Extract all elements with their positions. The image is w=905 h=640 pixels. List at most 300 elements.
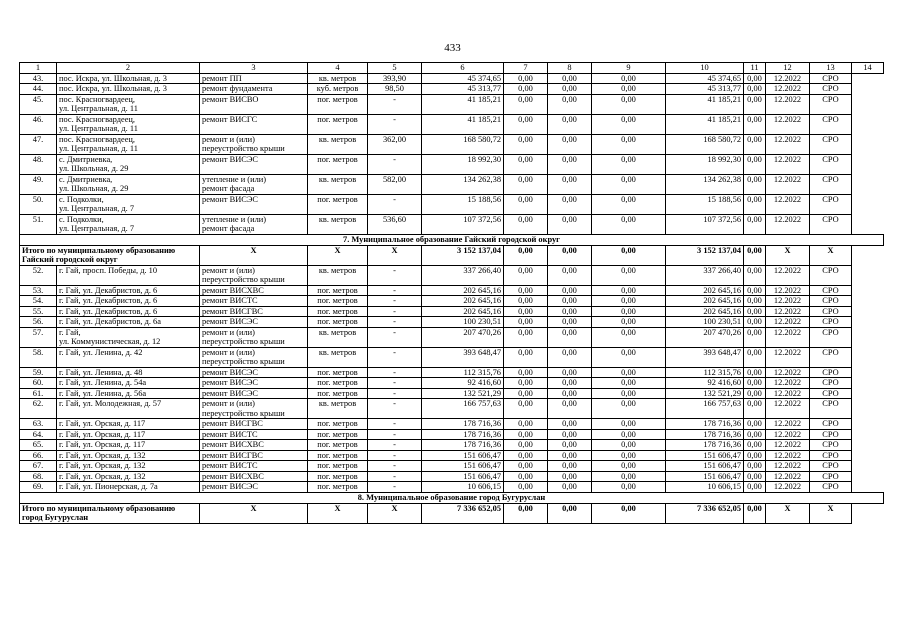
quantity-cell: 393,90 bbox=[368, 73, 422, 84]
row-number: 67. bbox=[20, 461, 57, 472]
unit-cell: пог. метров bbox=[308, 429, 368, 440]
value-c11: 41 185,21 bbox=[666, 114, 744, 134]
total-c3: X bbox=[200, 503, 308, 523]
value-c7: 202 645,16 bbox=[422, 285, 504, 296]
work-type-cell bbox=[200, 174, 308, 194]
value-c7: 166 757,63 bbox=[422, 399, 504, 419]
work-type-line: ремонт ВИСТС bbox=[202, 296, 258, 305]
column-header-7: 7 bbox=[504, 63, 548, 74]
column-header-8: 8 bbox=[548, 63, 592, 74]
value-c11: 166 757,63 bbox=[666, 399, 744, 419]
value-c11: 337 266,40 bbox=[666, 265, 744, 285]
work-type-line: ремонт ВИСТС bbox=[202, 429, 258, 439]
work-type-cell bbox=[200, 429, 308, 440]
row-number: 57. bbox=[20, 327, 57, 347]
value-c10: 0,00 bbox=[592, 73, 666, 84]
work-type-line: утепление и (или) bbox=[202, 174, 267, 184]
row-number: 69. bbox=[20, 482, 57, 493]
work-type-line: ремонт ВИСТС bbox=[202, 461, 258, 470]
value-c11: 178 716,36 bbox=[666, 429, 744, 440]
value-c13: 12.2022 bbox=[766, 317, 810, 328]
unit-cell: пог. метров bbox=[308, 388, 368, 399]
work-type-line: ремонт ВИСГВС bbox=[202, 450, 263, 460]
total-c10: 0,00 bbox=[592, 503, 666, 523]
total-row bbox=[20, 503, 884, 523]
table-row bbox=[20, 94, 884, 114]
address-cell bbox=[57, 378, 200, 389]
value-c8: 0,00 bbox=[504, 73, 548, 84]
value-c7: 337 266,40 bbox=[422, 265, 504, 285]
value-c14: СРО bbox=[810, 73, 852, 84]
address-line: г. Гай, просп. Победы, д. 10 bbox=[59, 265, 158, 275]
value-c12: 0,00 bbox=[744, 440, 766, 451]
value-c7: 100 230,51 bbox=[422, 317, 504, 328]
column-header-2: 2 bbox=[57, 63, 200, 74]
address-line: с. Подколки, bbox=[59, 194, 104, 204]
quantity-cell: - bbox=[368, 388, 422, 399]
value-c8: 0,00 bbox=[504, 471, 548, 482]
work-type-cell bbox=[200, 73, 308, 84]
total-label: Итого по муниципальному образованию город Бугуруслан bbox=[20, 503, 200, 523]
column-header-10: 10 bbox=[666, 63, 744, 74]
value-c13: 12.2022 bbox=[766, 347, 810, 367]
value-c9: 0,00 bbox=[548, 265, 592, 285]
value-c14: СРО bbox=[810, 194, 852, 214]
value-c11: 151 606,47 bbox=[666, 461, 744, 472]
work-type-cell bbox=[200, 388, 308, 399]
address-line: пос. Искра, ул. Школьная, д. 3 bbox=[59, 73, 167, 83]
work-type-cell bbox=[200, 461, 308, 472]
work-type-line: ремонт ВИСХВС bbox=[202, 440, 264, 449]
quantity-cell: - bbox=[368, 194, 422, 214]
quantity-cell: 98,50 bbox=[368, 84, 422, 95]
quantity-cell: - bbox=[368, 94, 422, 114]
value-c12: 0,00 bbox=[744, 194, 766, 214]
work-type-line: ремонт ВИСХВС bbox=[202, 285, 264, 295]
value-c11: 168 580,72 bbox=[666, 134, 744, 154]
value-c9: 0,00 bbox=[548, 440, 592, 451]
value-c14: СРО bbox=[810, 306, 852, 317]
address-cell bbox=[57, 461, 200, 472]
quantity-cell: - bbox=[368, 429, 422, 440]
value-c14: СРО bbox=[810, 296, 852, 307]
table-row bbox=[20, 154, 884, 174]
work-type-line: утепление и (или) bbox=[202, 214, 267, 224]
row-number: 66. bbox=[20, 450, 57, 461]
column-header-3: 3 bbox=[200, 63, 308, 74]
value-c9: 0,00 bbox=[548, 450, 592, 461]
value-c12: 0,00 bbox=[744, 471, 766, 482]
total-c9: 0,00 bbox=[548, 503, 592, 523]
value-c10: 0,00 bbox=[592, 296, 666, 307]
value-c13: 12.2022 bbox=[766, 367, 810, 378]
quantity-cell: 362,00 bbox=[368, 134, 422, 154]
value-c11: 202 645,16 bbox=[666, 306, 744, 317]
work-type-cell bbox=[200, 482, 308, 493]
value-c8: 0,00 bbox=[504, 327, 548, 347]
value-c9: 0,00 bbox=[548, 296, 592, 307]
row-number: 46. bbox=[20, 114, 57, 134]
address-line: с. Дмитриевка, bbox=[59, 154, 113, 164]
value-c7: 393 648,47 bbox=[422, 347, 504, 367]
value-c7: 45 374,65 bbox=[422, 73, 504, 84]
value-c12: 0,00 bbox=[744, 296, 766, 307]
value-c8: 0,00 bbox=[504, 461, 548, 472]
value-c10: 0,00 bbox=[592, 84, 666, 95]
value-c14: СРО bbox=[810, 285, 852, 296]
value-c7: 134 262,38 bbox=[422, 174, 504, 194]
address-line: г. Гай, ул. Орская, д. 117 bbox=[59, 419, 146, 428]
value-c13: 12.2022 bbox=[766, 296, 810, 307]
value-c7: 178 716,36 bbox=[422, 419, 504, 430]
value-c14: СРО bbox=[810, 317, 852, 328]
address-cell bbox=[57, 327, 200, 347]
total-c12: 0,00 bbox=[744, 245, 766, 265]
unit-cell: пог. метров bbox=[308, 378, 368, 389]
value-c14: СРО bbox=[810, 265, 852, 285]
page-number: 433 bbox=[444, 42, 461, 54]
total-c14: X bbox=[810, 503, 852, 523]
work-type-line: ремонт ВИСВО bbox=[202, 94, 259, 104]
row-number: 52. bbox=[20, 265, 57, 285]
row-number: 60. bbox=[20, 378, 57, 389]
address-line: г. Гай, ул. Орская, д. 132 bbox=[59, 450, 146, 460]
value-c7: 41 185,21 bbox=[422, 114, 504, 134]
table-row bbox=[20, 399, 884, 419]
value-c12: 0,00 bbox=[744, 114, 766, 134]
value-c14: СРО bbox=[810, 399, 852, 419]
row-number: 59. bbox=[20, 367, 57, 378]
value-c11: 132 521,29 bbox=[666, 388, 744, 399]
address-line: г. Гай, ул. Декабристов, д. 6 bbox=[59, 306, 158, 316]
address-cell bbox=[57, 419, 200, 430]
work-type-line: ремонт ВИСГС bbox=[202, 114, 258, 124]
value-c11: 202 645,16 bbox=[666, 285, 744, 296]
value-c9: 0,00 bbox=[548, 194, 592, 214]
unit-cell: пог. метров bbox=[308, 471, 368, 482]
value-c14: СРО bbox=[810, 419, 852, 430]
value-c10: 0,00 bbox=[592, 378, 666, 389]
address-cell bbox=[57, 367, 200, 378]
address-cell bbox=[57, 134, 200, 154]
value-c8: 0,00 bbox=[504, 419, 548, 430]
work-type-cell bbox=[200, 114, 308, 134]
address-cell bbox=[57, 347, 200, 367]
address-line: ул. Школьная, д. 29 bbox=[59, 164, 129, 173]
address-cell bbox=[57, 399, 200, 419]
value-c12: 0,00 bbox=[744, 378, 766, 389]
work-type-line: ремонт ВИСЭС bbox=[202, 378, 258, 387]
address-cell bbox=[57, 73, 200, 84]
value-c13: 12.2022 bbox=[766, 84, 810, 95]
value-c8: 0,00 bbox=[504, 440, 548, 451]
value-c9: 0,00 bbox=[548, 471, 592, 482]
work-type-cell bbox=[200, 84, 308, 95]
value-c9: 0,00 bbox=[548, 73, 592, 84]
value-c13: 12.2022 bbox=[766, 327, 810, 347]
work-type-cell bbox=[200, 296, 308, 307]
value-c12: 0,00 bbox=[744, 134, 766, 154]
unit-cell: кв. метров bbox=[308, 214, 368, 234]
column-header-1: 1 bbox=[20, 63, 57, 74]
value-c12: 0,00 bbox=[744, 429, 766, 440]
value-c10: 0,00 bbox=[592, 327, 666, 347]
value-c10: 0,00 bbox=[592, 347, 666, 367]
work-type-line: ремонт фасада bbox=[202, 224, 255, 233]
value-c11: 178 716,36 bbox=[666, 440, 744, 451]
quantity-cell: - bbox=[368, 347, 422, 367]
value-c7: 202 645,16 bbox=[422, 296, 504, 307]
value-c14: СРО bbox=[810, 461, 852, 472]
value-c7: 45 313,77 bbox=[422, 84, 504, 95]
work-type-line: переустройство крыши bbox=[202, 275, 285, 284]
value-c11: 202 645,16 bbox=[666, 296, 744, 307]
quantity-cell: - bbox=[368, 399, 422, 419]
value-c9: 0,00 bbox=[548, 285, 592, 296]
value-c14: СРО bbox=[810, 94, 852, 114]
value-c10: 0,00 bbox=[592, 134, 666, 154]
address-line: пос. Красногвардеец, bbox=[59, 114, 136, 124]
unit-cell: пог. метров bbox=[308, 440, 368, 451]
work-type-line: ремонт ВИСГВС bbox=[202, 306, 263, 316]
total-c9: 0,00 bbox=[548, 245, 592, 265]
unit-cell: пог. метров bbox=[308, 450, 368, 461]
unit-cell: пог. метров bbox=[308, 317, 368, 328]
value-c13: 12.2022 bbox=[766, 285, 810, 296]
total-c5: X bbox=[368, 503, 422, 523]
total-c4: X bbox=[308, 503, 368, 523]
table-row bbox=[20, 471, 884, 482]
row-number: 43. bbox=[20, 73, 57, 84]
work-type-line: ремонт фундамента bbox=[202, 84, 273, 93]
value-c10: 0,00 bbox=[592, 440, 666, 451]
value-c11: 18 992,30 bbox=[666, 154, 744, 174]
unit-cell: пог. метров bbox=[308, 114, 368, 134]
value-c13: 12.2022 bbox=[766, 306, 810, 317]
row-number: 56. bbox=[20, 317, 57, 328]
value-c11: 178 716,36 bbox=[666, 419, 744, 430]
value-c11: 92 416,60 bbox=[666, 378, 744, 389]
value-c7: 202 645,16 bbox=[422, 306, 504, 317]
value-c9: 0,00 bbox=[548, 482, 592, 493]
value-c8: 0,00 bbox=[504, 94, 548, 114]
value-c10: 0,00 bbox=[592, 114, 666, 134]
table-row bbox=[20, 461, 884, 472]
unit-cell: кв. метров bbox=[308, 174, 368, 194]
value-c13: 12.2022 bbox=[766, 471, 810, 482]
address-line: г. Гай, ул. Орская, д. 117 bbox=[59, 429, 146, 439]
total-c12: 0,00 bbox=[744, 503, 766, 523]
quantity-cell: - bbox=[368, 471, 422, 482]
work-type-cell bbox=[200, 94, 308, 114]
work-type-line: ремонт и (или) bbox=[202, 399, 255, 408]
total-c13: X bbox=[766, 503, 810, 523]
quantity-cell: - bbox=[368, 461, 422, 472]
work-type-line: переустройство крыши bbox=[202, 337, 285, 346]
address-line: с. Подколки, bbox=[59, 214, 104, 224]
row-number: 48. bbox=[20, 154, 57, 174]
work-type-cell bbox=[200, 154, 308, 174]
value-c9: 0,00 bbox=[548, 378, 592, 389]
row-number: 64. bbox=[20, 429, 57, 440]
address-line: пос. Красногвардеец, bbox=[59, 94, 136, 104]
quantity-cell: - bbox=[368, 419, 422, 430]
value-c11: 151 606,47 bbox=[666, 450, 744, 461]
value-c12: 0,00 bbox=[744, 285, 766, 296]
column-header-14: 14 bbox=[852, 63, 884, 74]
table-row bbox=[20, 450, 884, 461]
value-c12: 0,00 bbox=[744, 419, 766, 430]
row-number: 63. bbox=[20, 419, 57, 430]
table-row bbox=[20, 174, 884, 194]
row-number: 54. bbox=[20, 296, 57, 307]
row-number: 55. bbox=[20, 306, 57, 317]
address-cell bbox=[57, 471, 200, 482]
quantity-cell: 582,00 bbox=[368, 174, 422, 194]
value-c14: СРО bbox=[810, 482, 852, 493]
table-row bbox=[20, 347, 884, 367]
value-c12: 0,00 bbox=[744, 265, 766, 285]
work-type-cell bbox=[200, 214, 308, 234]
value-c8: 0,00 bbox=[504, 154, 548, 174]
value-c10: 0,00 bbox=[592, 214, 666, 234]
table-row bbox=[20, 285, 884, 296]
value-c9: 0,00 bbox=[548, 134, 592, 154]
value-c11: 207 470,26 bbox=[666, 327, 744, 347]
unit-cell: кв. метров bbox=[308, 265, 368, 285]
work-type-line: ремонт ВИСЭС bbox=[202, 317, 258, 326]
value-c13: 12.2022 bbox=[766, 94, 810, 114]
value-c12: 0,00 bbox=[744, 450, 766, 461]
address-cell bbox=[57, 429, 200, 440]
value-c13: 12.2022 bbox=[766, 154, 810, 174]
address-cell bbox=[57, 482, 200, 493]
value-c9: 0,00 bbox=[548, 419, 592, 430]
work-type-cell bbox=[200, 399, 308, 419]
value-c8: 0,00 bbox=[504, 134, 548, 154]
value-c9: 0,00 bbox=[548, 84, 592, 95]
unit-cell: пог. метров bbox=[308, 94, 368, 114]
value-c9: 0,00 bbox=[548, 461, 592, 472]
value-c9: 0,00 bbox=[548, 367, 592, 378]
column-header-11: 11 bbox=[744, 63, 766, 74]
value-c9: 0,00 bbox=[548, 114, 592, 134]
row-number: 51. bbox=[20, 214, 57, 234]
address-line: г. Гай, ул. Молодежная, д. 57 bbox=[59, 399, 162, 408]
work-type-cell bbox=[200, 317, 308, 328]
address-line: пос. Искра, ул. Школьная, д. 3 bbox=[59, 84, 167, 93]
value-c14: СРО bbox=[810, 174, 852, 194]
work-type-line: переустройство крыши bbox=[202, 357, 285, 366]
column-header-13: 13 bbox=[810, 63, 852, 74]
quantity-cell: - bbox=[368, 450, 422, 461]
unit-cell: куб. метров bbox=[308, 84, 368, 95]
address-cell bbox=[57, 114, 200, 134]
section-heading: 7. Муниципальное образование Гайский городской округ bbox=[20, 234, 884, 245]
value-c12: 0,00 bbox=[744, 94, 766, 114]
value-c8: 0,00 bbox=[504, 84, 548, 95]
address-line: г. Гай, ул. Ленина, д. 56а bbox=[59, 388, 147, 398]
work-type-cell bbox=[200, 134, 308, 154]
table-row bbox=[20, 265, 884, 285]
value-c7: 41 185,21 bbox=[422, 94, 504, 114]
capital-repair-table bbox=[19, 62, 884, 524]
value-c12: 0,00 bbox=[744, 174, 766, 194]
value-c10: 0,00 bbox=[592, 399, 666, 419]
table-row bbox=[20, 296, 884, 307]
value-c9: 0,00 bbox=[548, 327, 592, 347]
table-row bbox=[20, 214, 884, 234]
value-c12: 0,00 bbox=[744, 482, 766, 493]
quantity-cell: - bbox=[368, 296, 422, 307]
value-c7: 112 315,76 bbox=[422, 367, 504, 378]
value-c11: 41 185,21 bbox=[666, 94, 744, 114]
value-c10: 0,00 bbox=[592, 285, 666, 296]
work-type-line: ремонт и (или) bbox=[202, 327, 255, 337]
value-c13: 12.2022 bbox=[766, 450, 810, 461]
value-c10: 0,00 bbox=[592, 265, 666, 285]
total-c5: X bbox=[368, 245, 422, 265]
work-type-cell bbox=[200, 419, 308, 430]
value-c12: 0,00 bbox=[744, 317, 766, 328]
address-line: ул. Центральная, д. 11 bbox=[59, 144, 138, 153]
value-c13: 12.2022 bbox=[766, 134, 810, 154]
total-c8: 0,00 bbox=[504, 245, 548, 265]
unit-cell: пог. метров bbox=[308, 154, 368, 174]
unit-cell: пог. метров bbox=[308, 306, 368, 317]
value-c12: 0,00 bbox=[744, 306, 766, 317]
unit-cell: пог. метров bbox=[308, 461, 368, 472]
work-type-line: ремонт ВИСЭС bbox=[202, 367, 258, 377]
value-c9: 0,00 bbox=[548, 399, 592, 419]
work-type-cell bbox=[200, 285, 308, 296]
table-row bbox=[20, 482, 884, 493]
row-number: 45. bbox=[20, 94, 57, 114]
quantity-cell: - bbox=[368, 285, 422, 296]
address-cell bbox=[57, 174, 200, 194]
quantity-cell: - bbox=[368, 154, 422, 174]
value-c14: СРО bbox=[810, 450, 852, 461]
quantity-cell: - bbox=[368, 378, 422, 389]
value-c13: 12.2022 bbox=[766, 378, 810, 389]
row-number: 53. bbox=[20, 285, 57, 296]
value-c13: 12.2022 bbox=[766, 461, 810, 472]
row-number: 65. bbox=[20, 440, 57, 451]
total-c8: 0,00 bbox=[504, 503, 548, 523]
value-c13: 12.2022 bbox=[766, 419, 810, 430]
total-label: Итого по муниципальному образованию Гайский городской округ bbox=[20, 245, 200, 265]
value-c8: 0,00 bbox=[504, 317, 548, 328]
value-c14: СРО bbox=[810, 367, 852, 378]
quantity-cell: - bbox=[368, 265, 422, 285]
value-c10: 0,00 bbox=[592, 317, 666, 328]
value-c14: СРО bbox=[810, 114, 852, 134]
value-c7: 18 992,30 bbox=[422, 154, 504, 174]
value-c7: 207 470,26 bbox=[422, 327, 504, 347]
row-number: 68. bbox=[20, 471, 57, 482]
total-c13: X bbox=[766, 245, 810, 265]
quantity-cell: - bbox=[368, 306, 422, 317]
quantity-cell: - bbox=[368, 317, 422, 328]
value-c10: 0,00 bbox=[592, 471, 666, 482]
value-c9: 0,00 bbox=[548, 214, 592, 234]
column-header-12: 12 bbox=[766, 63, 810, 74]
work-type-cell bbox=[200, 265, 308, 285]
value-c12: 0,00 bbox=[744, 73, 766, 84]
address-cell bbox=[57, 154, 200, 174]
value-c7: 151 606,47 bbox=[422, 471, 504, 482]
address-line: ул. Центральная, д. 7 bbox=[59, 204, 135, 213]
